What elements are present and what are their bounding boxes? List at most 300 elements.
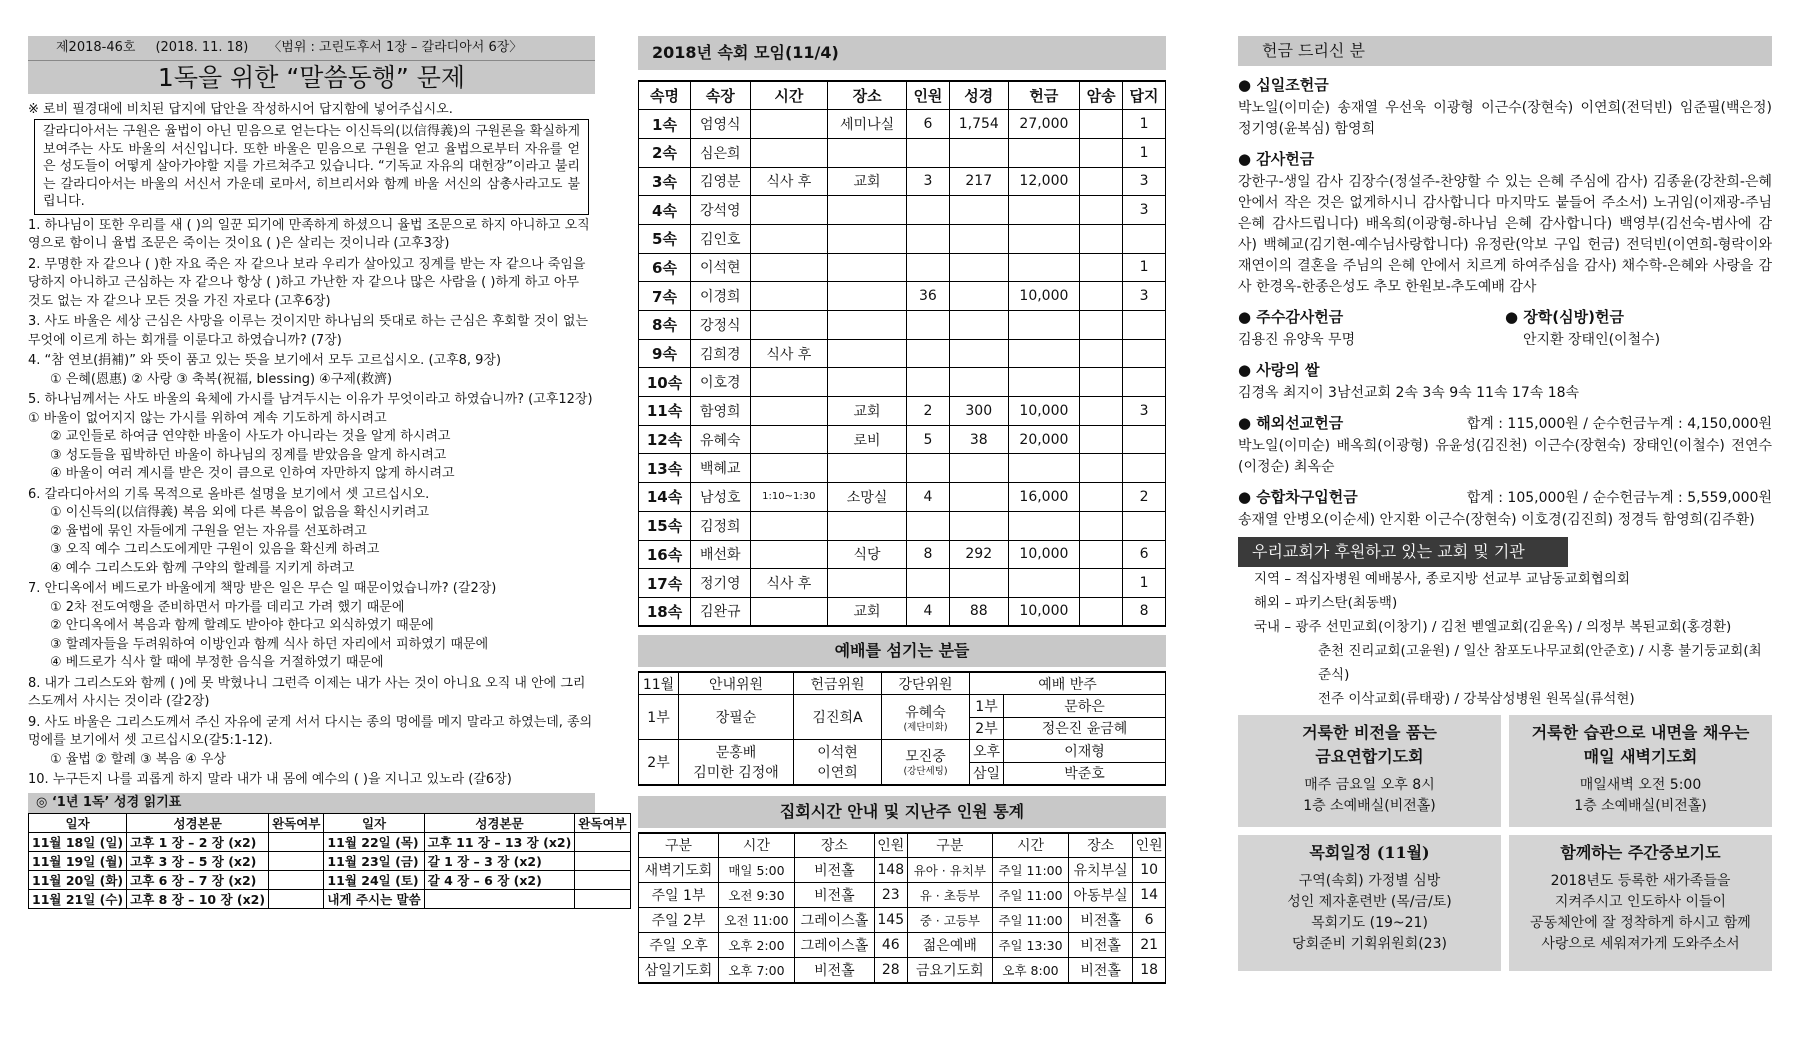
meeting-cell: 교회 bbox=[828, 597, 907, 626]
reading-cell bbox=[269, 851, 324, 870]
meeting-cell bbox=[949, 253, 1008, 282]
meeting-table bbox=[638, 80, 1166, 627]
card-line: 목회기도 (19~21) bbox=[1311, 915, 1428, 931]
card-title: 함께하는 주간중보기도 bbox=[1560, 843, 1721, 862]
question bbox=[28, 486, 595, 579]
reading-cell: 11월 18일 (일) bbox=[29, 832, 127, 851]
meeting-cell: 4 bbox=[906, 597, 949, 626]
meeting-cell: 217 bbox=[949, 167, 1008, 196]
attendance-cell: 아동부실 bbox=[1068, 883, 1132, 908]
meeting-cell: 18속 bbox=[639, 597, 691, 626]
meeting-cell: 6 bbox=[1123, 540, 1166, 569]
meeting-header: 성경 bbox=[949, 81, 1008, 110]
attendance-cell: 오후 8:00 bbox=[993, 958, 1069, 983]
question-text: 9. 사도 바울은 그리스도께서 주신 자유에 굳게 서서 다시는 종의 멍에를 메지 말라고 하였는데, 종의 멍에를 보기에서 셋 고르십시오(갈5:1-12). bbox=[28, 714, 593, 748]
meeting-cell bbox=[906, 138, 949, 167]
meeting-cell bbox=[1008, 454, 1080, 483]
svc-h3: 강단위원 bbox=[882, 672, 970, 695]
svc-pr2-name: 모진중 bbox=[905, 749, 946, 766]
meeting-cell: 2속 bbox=[639, 138, 691, 167]
meeting-cell: 8 bbox=[906, 540, 949, 569]
mission-section bbox=[1238, 412, 1772, 478]
question-option: ① 율법 ② 할례 ③ 복음 ④ 우상 bbox=[50, 751, 227, 767]
reading-header: 성경본문 bbox=[127, 813, 269, 832]
meeting-cell: 이경희 bbox=[691, 282, 750, 311]
meeting-cell bbox=[750, 253, 828, 282]
meeting-cell bbox=[906, 454, 949, 483]
meeting-cell: 11속 bbox=[639, 397, 691, 426]
question bbox=[28, 313, 595, 350]
support-domestic-3: 전주 이삭교회(류태광) / 강북삼성병원 원목실(류석현) bbox=[1318, 691, 1635, 707]
meeting-cell: 2 bbox=[1123, 483, 1166, 512]
meeting-cell bbox=[949, 138, 1008, 167]
attendance-title: 집회시간 안내 및 지난주 인원 통계 bbox=[638, 796, 1166, 828]
meeting-cell bbox=[1080, 454, 1123, 483]
scholarship-names: 안지환 장태인(이철수) bbox=[1523, 332, 1661, 348]
reading-row bbox=[29, 870, 631, 889]
intercession-card bbox=[1509, 835, 1772, 971]
attendance-cell: 새벽기도회 bbox=[639, 858, 719, 883]
svc-w2b-1: 이석현 bbox=[817, 744, 858, 761]
meeting-cell bbox=[1080, 282, 1123, 311]
attendance-header: 시간 bbox=[718, 833, 794, 858]
attendance-cell: 매일 5:00 bbox=[718, 858, 794, 883]
attendance-row bbox=[639, 883, 1166, 908]
meeting-cell bbox=[949, 196, 1008, 225]
attendance-cell: 중 · 고등부 bbox=[907, 908, 992, 933]
reading-cell: 갈 1 장 – 3 장 (x2) bbox=[424, 851, 575, 870]
meeting-cell: 15속 bbox=[639, 511, 691, 540]
support-domestic-2: 춘천 진리교회(고윤원) / 일산 참포도나무교회(안준호) / 시흥 불기둥교회(최준식) bbox=[1318, 643, 1762, 683]
reading-cell: 11월 23일 (금) bbox=[324, 851, 424, 870]
meeting-cell bbox=[750, 110, 828, 139]
meeting-cell: 5 bbox=[906, 425, 949, 454]
svc-w1a: 장필순 bbox=[679, 695, 794, 740]
attendance-cell: 주일 오후 bbox=[639, 933, 719, 958]
meeting-cell bbox=[828, 368, 907, 397]
meeting-cell: 20,000 bbox=[1008, 425, 1080, 454]
meeting-row bbox=[639, 224, 1166, 253]
pastoral-schedule-card bbox=[1238, 835, 1501, 971]
meeting-cell: 백혜교 bbox=[691, 454, 750, 483]
issue-number: 제2018-46호 bbox=[56, 40, 136, 55]
attendance-cell: 그레이스홀 bbox=[794, 908, 874, 933]
svc-p2: 2부 bbox=[970, 717, 1004, 740]
attendance-cell: 오후 2:00 bbox=[718, 933, 794, 958]
scholarship bbox=[1505, 306, 1772, 351]
meeting-row bbox=[639, 253, 1166, 282]
weekly-names: 김용진 유양욱 무명 bbox=[1238, 332, 1356, 348]
attendance-cell: 비전홀 bbox=[1068, 958, 1132, 983]
card-line: 1층 소예배실(비전홀) bbox=[1574, 798, 1707, 814]
meeting-cell: 38 bbox=[949, 425, 1008, 454]
scholarship-heading: ● 장학(심방)헌금 bbox=[1505, 308, 1624, 326]
attendance-row bbox=[639, 933, 1166, 958]
meeting-cell bbox=[750, 540, 828, 569]
meeting-title: 2018년 속회 모임(11/4) bbox=[638, 36, 1166, 70]
reading-cell bbox=[575, 832, 630, 851]
reading-cell: 11월 22일 (목) bbox=[324, 832, 424, 851]
attendance-cell: 금요기도회 bbox=[907, 958, 992, 983]
reading-row bbox=[29, 889, 631, 908]
question-text: 6. 갈라디아서의 기록 목적으로 올바른 설명을 보기에서 셋 고르십시오. bbox=[28, 486, 430, 502]
meeting-cell: 17속 bbox=[639, 569, 691, 598]
meeting-header: 장소 bbox=[828, 81, 907, 110]
attendance-cell: 14 bbox=[1133, 883, 1166, 908]
card-subtitle: 매일 새벽기도회 bbox=[1583, 747, 1698, 766]
info-cards bbox=[1238, 715, 1772, 971]
meeting-cell bbox=[1080, 511, 1123, 540]
support-local: 지역 – 적십자병원 예배봉사, 종로지방 선교부 교남동교회협의회 bbox=[1254, 571, 1630, 587]
reading-cell: 고후 11 장 – 13 장 (x2) bbox=[424, 832, 575, 851]
svc-p3: 오후 bbox=[970, 740, 1004, 763]
issue-header bbox=[28, 36, 595, 60]
meeting-cell: 4 bbox=[906, 483, 949, 512]
card-line: 지켜주시고 인도하사 이들이 bbox=[1554, 894, 1727, 910]
meeting-cell: 13속 bbox=[639, 454, 691, 483]
svc-month: 11월 bbox=[639, 672, 679, 695]
attendance-cell: 주일 2부 bbox=[639, 908, 719, 933]
reading-cell: 내게 주시는 말씀 bbox=[324, 889, 424, 908]
meeting-header: 속장 bbox=[691, 81, 750, 110]
question bbox=[28, 771, 595, 790]
meeting-cell: 16,000 bbox=[1008, 483, 1080, 512]
svc-p4: 삼일 bbox=[970, 762, 1004, 785]
meeting-cell bbox=[1123, 425, 1166, 454]
attendance-cell: 10 bbox=[1133, 858, 1166, 883]
question-option: ③ 할례자들을 두려워하여 이방인과 함께 식사 하던 자리에서 피하였기 때문에 bbox=[50, 636, 489, 652]
rice-names: 김경옥 최지이 3남선교회 2속 3속 9속 11속 17속 18속 bbox=[1238, 385, 1580, 401]
meeting-cell bbox=[1008, 311, 1080, 340]
meeting-cell: 강석영 bbox=[691, 196, 750, 225]
meeting-cell: 식사 후 bbox=[750, 167, 828, 196]
meeting-row bbox=[639, 311, 1166, 340]
meeting-cell: 16속 bbox=[639, 540, 691, 569]
meeting-cell: 7속 bbox=[639, 282, 691, 311]
meeting-cell bbox=[1080, 569, 1123, 598]
card-line: 사랑으로 세워져가게 도와주소서 bbox=[1541, 936, 1740, 952]
reading-cell bbox=[269, 889, 324, 908]
svc-h4: 예배 반주 bbox=[970, 672, 1166, 695]
meeting-cell bbox=[1008, 339, 1080, 368]
meeting-cell bbox=[750, 196, 828, 225]
meeting-cell: 2 bbox=[906, 397, 949, 426]
meeting-cell bbox=[906, 511, 949, 540]
meeting-cell bbox=[1080, 339, 1123, 368]
svc-pr1-name: 유혜숙 bbox=[905, 704, 946, 721]
meeting-cell bbox=[828, 253, 907, 282]
mission-heading: ● 해외선교헌금 bbox=[1238, 414, 1344, 432]
meeting-cell bbox=[1080, 311, 1123, 340]
meeting-row bbox=[639, 569, 1166, 598]
attendance-cell: 주일 13:30 bbox=[993, 933, 1069, 958]
meeting-cell bbox=[1080, 138, 1123, 167]
question-option: ② 율법에 묶인 자들에게 구원을 얻는 자유를 선포하려고 bbox=[50, 523, 367, 539]
meeting-cell: 1 bbox=[1123, 569, 1166, 598]
meeting-cell bbox=[750, 397, 828, 426]
meeting-cell bbox=[949, 368, 1008, 397]
meeting-row bbox=[639, 425, 1166, 454]
svc-w1: 1부 bbox=[639, 695, 679, 740]
question-option: ③ 성도들을 핍박하던 바울이 하나님의 징계를 받았음을 알게 하시려고 bbox=[50, 447, 447, 463]
meeting-cell bbox=[828, 282, 907, 311]
meeting-cell bbox=[906, 253, 949, 282]
attendance-cell: 148 bbox=[874, 858, 907, 883]
svc-w1b: 김진희A bbox=[794, 695, 882, 740]
meeting-cell: 1 bbox=[1123, 110, 1166, 139]
attendance-header: 인원 bbox=[874, 833, 907, 858]
tithe-heading: ● 십일조헌금 bbox=[1238, 76, 1329, 94]
meeting-cell bbox=[1080, 397, 1123, 426]
meeting-cell: 이호경 bbox=[691, 368, 750, 397]
meeting-cell: 292 bbox=[949, 540, 1008, 569]
attendance-header: 시간 bbox=[993, 833, 1069, 858]
reading-table-title: ◎ ‘1년 1독’ 성경 읽기표 bbox=[28, 793, 595, 813]
thanks-names: 강한구-생일 감사 김장수(정설주-찬양할 수 있는 은혜 주심에 감사) 김종윤(강찬희-은혜 안에서 작은 것은 없게하시니 감사합니다 마지막도 붙들어 주소서) 노귀임(이재광-주님 은혜 감사드립니다) 배옥희(이광형-하나님 은혜 감사합니다) 백영부(김선숙-범사에 감사) 백혜교(김기현-예수님사랑합니다) 유정란(악보 구입 헌금) 전덕빈(이연희-형락이와 재연이의 결혼을 주님의 은혜 안에서 치르게 하여주심을 감사) 채수학-은혜와 사랑을 감사 한경옥-한종은성도 추모 한원보-추도예배 감사 bbox=[1238, 174, 1772, 295]
intro-box: 갈라디아서는 구원은 율법이 아닌 믿음으로 얻는다는 이신득의(以信得義)의 구원론을 확실하게 보여주는 사도 바울의 서신입니다. 또한 바울은 믿음으로 구원을 얻고 율법으로부터 자유를 얻은 성도들이 어떻게 살아가야할 지를 가르쳐주고 있습니다. “기독교 자유의 대헌장”이라고 불리는 갈라디아서는 바울의 서신서 가운데 로마서, 히브리서와 함께 바울 서신의 삼총사라고도 불립니다. bbox=[34, 119, 589, 215]
meeting-cell bbox=[1080, 483, 1123, 512]
svc-w2a bbox=[679, 740, 794, 785]
reading-header: 일자 bbox=[29, 813, 127, 832]
attendance-cell: 21 bbox=[1133, 933, 1166, 958]
question-option: ② 교인들로 하여금 연약한 바울이 사도가 아니라는 것을 알게 하시려고 bbox=[50, 429, 451, 444]
offering-column bbox=[1238, 36, 1772, 971]
card-title: 목회일정 (11월) bbox=[1309, 843, 1430, 862]
attendance-row bbox=[639, 908, 1166, 933]
reading-cell bbox=[575, 870, 630, 889]
support-domestic: 국내 – 광주 선민교회(이창기) / 김천 벧엘교회(김윤옥) / 의정부 복된교회(홍경환) bbox=[1254, 619, 1732, 635]
meeting-cell: 4속 bbox=[639, 196, 691, 225]
meeting-cell bbox=[906, 569, 949, 598]
svc-p1: 1부 bbox=[970, 695, 1004, 718]
meeting-header: 속명 bbox=[639, 81, 691, 110]
meeting-row bbox=[639, 282, 1166, 311]
reading-header: 성경본문 bbox=[424, 813, 575, 832]
meeting-cell: 식사 후 bbox=[750, 339, 828, 368]
reading-cell: 11월 24일 (토) bbox=[324, 870, 424, 889]
attendance-cell: 23 bbox=[874, 883, 907, 908]
attendance-cell: 46 bbox=[874, 933, 907, 958]
question-option: ④ 바울이 여러 계시를 받은 것이 큼으로 인하여 자만하지 않게 하시려고 bbox=[50, 466, 455, 481]
meeting-header: 인원 bbox=[906, 81, 949, 110]
meeting-cell bbox=[906, 224, 949, 253]
question-option: ④ 베드로가 식사 할 때에 부정한 음식을 거절하였기 때문에 bbox=[50, 655, 384, 670]
meeting-cell: 1 bbox=[1123, 138, 1166, 167]
question-text: 7. 안디옥에서 베드로가 바울에게 책망 받은 일은 무슨 일 때문이었습니까? (갈2장) bbox=[28, 581, 497, 596]
svc-pr1 bbox=[882, 695, 970, 740]
thanks-section bbox=[1238, 148, 1772, 298]
meeting-cell bbox=[906, 339, 949, 368]
meeting-cell bbox=[1123, 224, 1166, 253]
van-sum: 합계 : 105,000원 / 순수헌금누계 : 5,559,000원 bbox=[1466, 490, 1772, 506]
meeting-cell: 1속 bbox=[639, 110, 691, 139]
meeting-header: 암송 bbox=[1080, 81, 1123, 110]
attendance-header: 장소 bbox=[1068, 833, 1132, 858]
meeting-cell: 소망실 bbox=[828, 483, 907, 512]
meeting-cell bbox=[750, 368, 828, 397]
meeting-cell bbox=[949, 454, 1008, 483]
question-option: ① 은혜(恩惠) ② 사랑 ③ 축복(祝福, blessing) ④구제(救濟) bbox=[50, 371, 393, 387]
quiz-note: ※ 로비 필경대에 비치된 답지에 답안을 작성하시어 답지함에 넣어주십시오. bbox=[28, 102, 453, 117]
meeting-cell: 6 bbox=[906, 110, 949, 139]
meeting-cell bbox=[1008, 138, 1080, 167]
meeting-cell: 3 bbox=[1123, 397, 1166, 426]
meeting-cell: 유혜숙 bbox=[691, 425, 750, 454]
meeting-cell: 식당 bbox=[828, 540, 907, 569]
meeting-cell: 심은희 bbox=[691, 138, 750, 167]
meeting-cell bbox=[1080, 253, 1123, 282]
meeting-cell bbox=[828, 511, 907, 540]
meeting-cell bbox=[1008, 569, 1080, 598]
card-line: 공동체안에 잘 정착하게 하시고 함께 bbox=[1530, 915, 1751, 931]
issue-date: (2018. 11. 18) bbox=[155, 40, 249, 55]
reading-header: 완독여부 bbox=[269, 813, 324, 832]
question-text: 1. 하나님이 또한 우리를 새 ( )의 일꾼 되기에 만족하게 하셨으니 율법 조문으로 하지 아니하고 오직 영으로 함이니 율법 조문은 죽이는 것이요 ( )은 살리는 것이니라 (고후3장) bbox=[28, 217, 590, 251]
meeting-cell: 3 bbox=[1123, 196, 1166, 225]
meeting-row bbox=[639, 138, 1166, 167]
card-line: 성인 제자훈련반 (목/금/토) bbox=[1287, 894, 1452, 910]
attendance-row bbox=[639, 858, 1166, 883]
offering-title: 헌금 드리신 분 bbox=[1238, 36, 1772, 66]
meeting-cell: 27,000 bbox=[1008, 110, 1080, 139]
question-option: ③ 오직 예수 그리스도에게만 구원이 있음을 확신케 하려고 bbox=[50, 542, 380, 557]
support-list bbox=[1238, 567, 1772, 711]
quiz-column bbox=[28, 36, 627, 909]
attendance-row bbox=[639, 958, 1166, 983]
meeting-row bbox=[639, 339, 1166, 368]
meeting-cell bbox=[1008, 196, 1080, 225]
question-option: ② 안디옥에서 복음과 함께 할례도 받아야 한다고 외식하였기 때문에 bbox=[50, 618, 434, 633]
mission-names: 박노일(이미순) 배옥희(이광형) 유윤성(김진천) 이근수(장현숙) 장태인(이철수) 전연수(이정순) 최옥순 bbox=[1238, 438, 1772, 475]
meeting-cell bbox=[949, 339, 1008, 368]
meeting-cell bbox=[1123, 454, 1166, 483]
svc-h2: 헌금위원 bbox=[794, 672, 882, 695]
attendance-cell: 18 bbox=[1133, 958, 1166, 983]
question-text: 8. 내가 그리스도와 함께 ( )에 못 박혔나니 그런즉 이제는 내가 사는 것이 아니요 오직 내 안에 그리스도께서 사시는 것이라 (갈2장) bbox=[28, 675, 586, 709]
support-title: 우리교회가 후원하고 있는 교회 및 기관 bbox=[1238, 537, 1568, 567]
question-list bbox=[28, 217, 595, 790]
svc-p3v: 이재형 bbox=[1004, 740, 1166, 763]
reading-table bbox=[28, 813, 631, 909]
meeting-cell bbox=[750, 597, 828, 626]
meeting-cell bbox=[750, 425, 828, 454]
attendance-cell: 오전 11:00 bbox=[718, 908, 794, 933]
card-title: 거룩한 비전을 품는 bbox=[1302, 723, 1437, 742]
attendance-cell: 유치부실 bbox=[1068, 858, 1132, 883]
meeting-cell: 12,000 bbox=[1008, 167, 1080, 196]
reading-cell bbox=[424, 889, 575, 908]
svc-h1: 안내위원 bbox=[679, 672, 794, 695]
attendance-cell: 오전 9:30 bbox=[718, 883, 794, 908]
meeting-row bbox=[639, 511, 1166, 540]
meeting-row bbox=[639, 196, 1166, 225]
meeting-cell: 식사 후 bbox=[750, 569, 828, 598]
rice-section bbox=[1238, 359, 1772, 404]
meeting-cell bbox=[1080, 540, 1123, 569]
question-text: 10. 누구든지 나를 괴롭게 하지 말라 내가 내 몸에 예수의 ( )을 지니고 있노라 (갈6장) bbox=[28, 772, 512, 787]
meeting-cell bbox=[1080, 196, 1123, 225]
meeting-cell bbox=[906, 368, 949, 397]
question bbox=[28, 217, 595, 254]
van-section bbox=[1238, 486, 1772, 531]
meeting-cell: 교회 bbox=[828, 167, 907, 196]
meeting-cell: 8 bbox=[1123, 597, 1166, 626]
meetings-column bbox=[638, 36, 1166, 984]
question bbox=[28, 352, 595, 389]
attendance-cell: 비전홀 bbox=[794, 958, 874, 983]
meeting-cell bbox=[750, 282, 828, 311]
meeting-cell: 12속 bbox=[639, 425, 691, 454]
card-line: 구역(속회) 가정별 심방 bbox=[1298, 873, 1441, 889]
meeting-cell: 김희경 bbox=[691, 339, 750, 368]
attendance-cell: 오후 7:00 bbox=[718, 958, 794, 983]
svc-w2a-1: 문홍배 bbox=[715, 744, 757, 761]
attendance-cell: 유 · 초등부 bbox=[907, 883, 992, 908]
meeting-cell: 10,000 bbox=[1008, 282, 1080, 311]
card-line: 당회준비 기획위원회(23) bbox=[1292, 936, 1447, 952]
meeting-row bbox=[639, 597, 1166, 626]
meeting-cell: 88 bbox=[949, 597, 1008, 626]
meeting-cell bbox=[1008, 224, 1080, 253]
meeting-cell bbox=[750, 454, 828, 483]
attendance-table bbox=[638, 832, 1166, 984]
meeting-cell bbox=[1008, 511, 1080, 540]
reading-cell: 고후 1 장 – 2 장 (x2) bbox=[127, 832, 269, 851]
reading-header: 완독여부 bbox=[575, 813, 630, 832]
service-table bbox=[638, 671, 1166, 786]
reading-row bbox=[29, 832, 631, 851]
svc-pr2 bbox=[882, 740, 970, 785]
meeting-row bbox=[639, 368, 1166, 397]
reading-cell bbox=[575, 851, 630, 870]
meeting-cell: 8속 bbox=[639, 311, 691, 340]
reading-cell: 고후 6 장 – 7 장 (x2) bbox=[127, 870, 269, 889]
meeting-cell bbox=[1080, 167, 1123, 196]
weekly-thanks bbox=[1238, 306, 1505, 351]
question bbox=[28, 675, 595, 712]
dawn-prayer-card bbox=[1509, 715, 1772, 827]
reading-cell: 11월 21일 (수) bbox=[29, 889, 127, 908]
van-heading: ● 승합차구입헌금 bbox=[1238, 488, 1358, 506]
svc-p2v: 정은진 윤금혜 bbox=[1004, 717, 1166, 740]
svc-p1v: 문하은 bbox=[1004, 695, 1166, 718]
meeting-cell bbox=[828, 224, 907, 253]
meeting-cell bbox=[1080, 425, 1123, 454]
attendance-cell: 비전홀 bbox=[1068, 933, 1132, 958]
reading-header: 일자 bbox=[324, 813, 424, 832]
meeting-cell bbox=[828, 196, 907, 225]
attendance-cell: 주일 11:00 bbox=[993, 883, 1069, 908]
reading-cell: 고후 3 장 – 5 장 (x2) bbox=[127, 851, 269, 870]
attendance-cell: 주일 11:00 bbox=[993, 908, 1069, 933]
question bbox=[28, 256, 595, 312]
meeting-cell: 300 bbox=[949, 397, 1008, 426]
meeting-cell bbox=[906, 311, 949, 340]
meeting-header: 헌금 bbox=[1008, 81, 1080, 110]
meeting-cell bbox=[1080, 224, 1123, 253]
meeting-row bbox=[639, 110, 1166, 139]
question-text: 4. “참 연보(捐補)” 와 뜻이 품고 있는 뜻을 보기에서 모두 고르십시오. (고후8, 9장) bbox=[28, 353, 502, 368]
meeting-cell: 정기영 bbox=[691, 569, 750, 598]
meeting-cell bbox=[750, 511, 828, 540]
svc-w2: 2부 bbox=[639, 740, 679, 785]
meeting-cell bbox=[750, 224, 828, 253]
attendance-cell: 젊은예배 bbox=[907, 933, 992, 958]
reading-cell bbox=[575, 889, 630, 908]
question-option: ④ 예수 그리스도와 함께 구약의 할례를 지키게 하려고 bbox=[50, 560, 355, 576]
meeting-cell: 배선화 bbox=[691, 540, 750, 569]
attendance-cell: 주일 11:00 bbox=[993, 858, 1069, 883]
